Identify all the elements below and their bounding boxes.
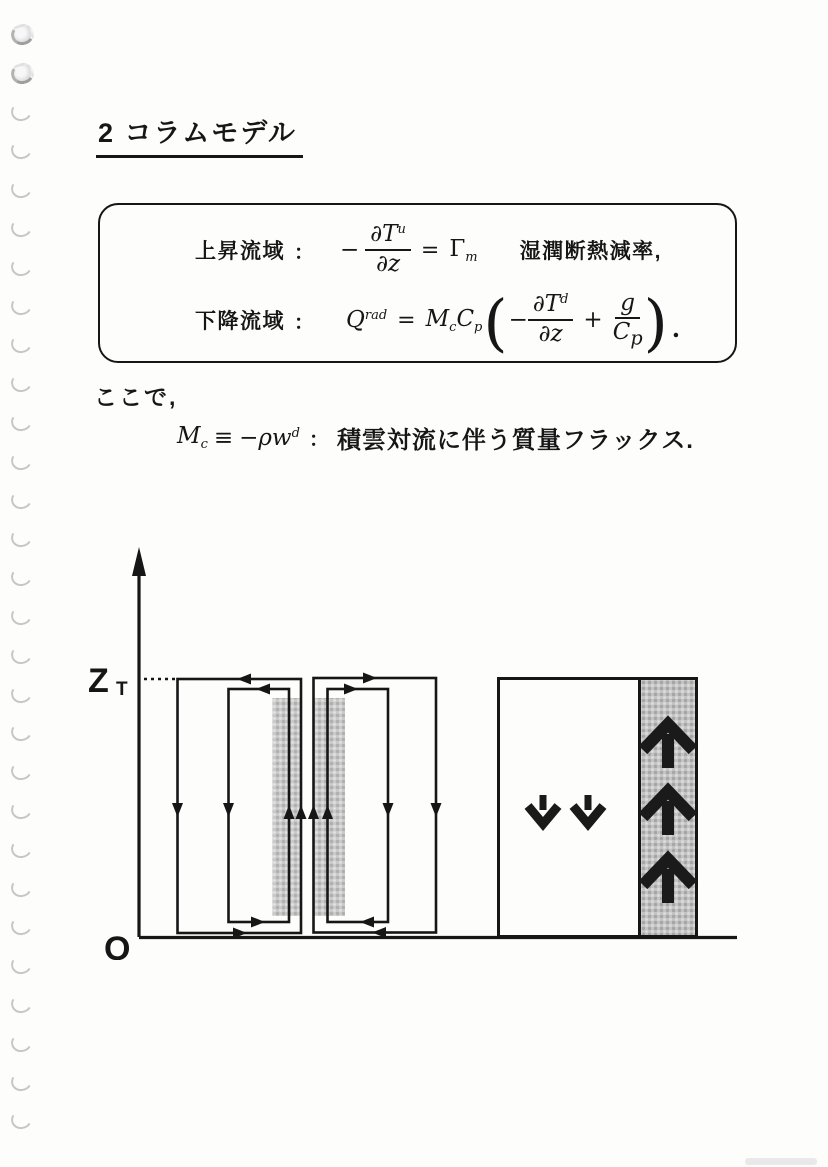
binder-hole	[9, 1031, 34, 1055]
origin-label: O	[104, 930, 131, 960]
downdraft-fraction-1	[528, 292, 574, 348]
downdraft-plus: +	[583, 307, 603, 333]
updraft-fraction	[365, 222, 411, 278]
scan-artifact	[745, 1158, 817, 1165]
cloud-updraft-shading	[273, 698, 346, 916]
binder-hole	[9, 293, 34, 317]
equation-updraft-row	[195, 215, 735, 285]
downdraft-fraction-2-numerator: g	[615, 291, 640, 320]
binder-hole	[9, 449, 34, 473]
loop-flow-arrows	[172, 673, 442, 939]
left-circulation-loops	[178, 678, 437, 933]
downdraft-fraction-1-numerator: $\partial T^d$	[528, 292, 574, 321]
definition-colon: ：	[308, 429, 329, 451]
updraft-fraction-numerator: $\partial T^u$	[365, 222, 411, 251]
zt-label-sub: T	[116, 679, 128, 700]
downdraft-mc: $M_c$	[425, 305, 457, 335]
mass-flux-expression: $-\rho w^d$	[239, 424, 300, 451]
updraft-equals: =	[420, 237, 440, 263]
binder-hole	[9, 410, 34, 434]
downdraft-cp: $C_p$	[456, 305, 483, 335]
binder-hole	[9, 332, 34, 356]
text-mass-flux-definition	[177, 420, 694, 455]
z-axis	[132, 547, 146, 937]
binder-hole	[9, 371, 34, 395]
downdraft-period: .	[671, 314, 681, 343]
downdraft-q: $Q^{rad}$	[346, 307, 388, 333]
downdraft-fraction-2-denominator: $C_p$	[612, 319, 643, 350]
downdraft-equals: =	[397, 307, 416, 333]
binder-hole	[9, 216, 34, 240]
mass-flux-symbol: $M_c$	[177, 423, 208, 452]
page-title: 2 コラムモデル	[96, 111, 303, 158]
updraft-fraction-denominator: ∂z	[376, 251, 401, 277]
equiv-sign: ≡	[213, 424, 234, 451]
mass-flux-description: 積雲対流に伴う質量フラックス.	[336, 427, 694, 454]
updraft-note: 湿潤断熱減率,	[519, 240, 662, 263]
downdraft-minus: −	[508, 307, 528, 333]
binder-hole	[9, 992, 34, 1016]
updraft-label: 上昇流域	[195, 240, 285, 263]
updraft-minus: −	[340, 237, 360, 263]
downdraft-fraction-2	[613, 291, 643, 350]
updraft-colon: ：	[294, 241, 314, 264]
text-koko-de: ここで,	[94, 384, 178, 410]
binder-hole	[9, 60, 36, 86]
equation-downdraft-row: 下降流域 ： $Q^{rad}$ = $M_c$ $C_p$ ( − $\frac{\partial T^d}{\partial z}$ + $\frac{g}{C_p}$ ) .	[195, 286, 681, 359]
downdraft-colon: ：	[294, 311, 314, 334]
downdraft-label: 下降流域	[195, 310, 285, 333]
equation-box	[98, 203, 737, 363]
binder-hole	[9, 1108, 34, 1132]
downdraft-arrows	[528, 795, 603, 824]
binder-hole	[9, 177, 34, 201]
two-column-circulation-diagram	[0, 540, 828, 960]
downdraft-fraction-1-denominator: ∂z	[538, 321, 563, 347]
zt-label: Z	[88, 662, 109, 700]
binder-hole	[9, 255, 34, 279]
binder-hole	[9, 22, 36, 48]
binder-hole	[9, 99, 34, 123]
binder-hole	[9, 487, 34, 511]
binder-hole	[9, 138, 34, 162]
updraft-gamma: $\Gamma_m$	[449, 235, 478, 265]
updraft-arrows	[643, 724, 693, 903]
binder-hole	[9, 1069, 34, 1093]
